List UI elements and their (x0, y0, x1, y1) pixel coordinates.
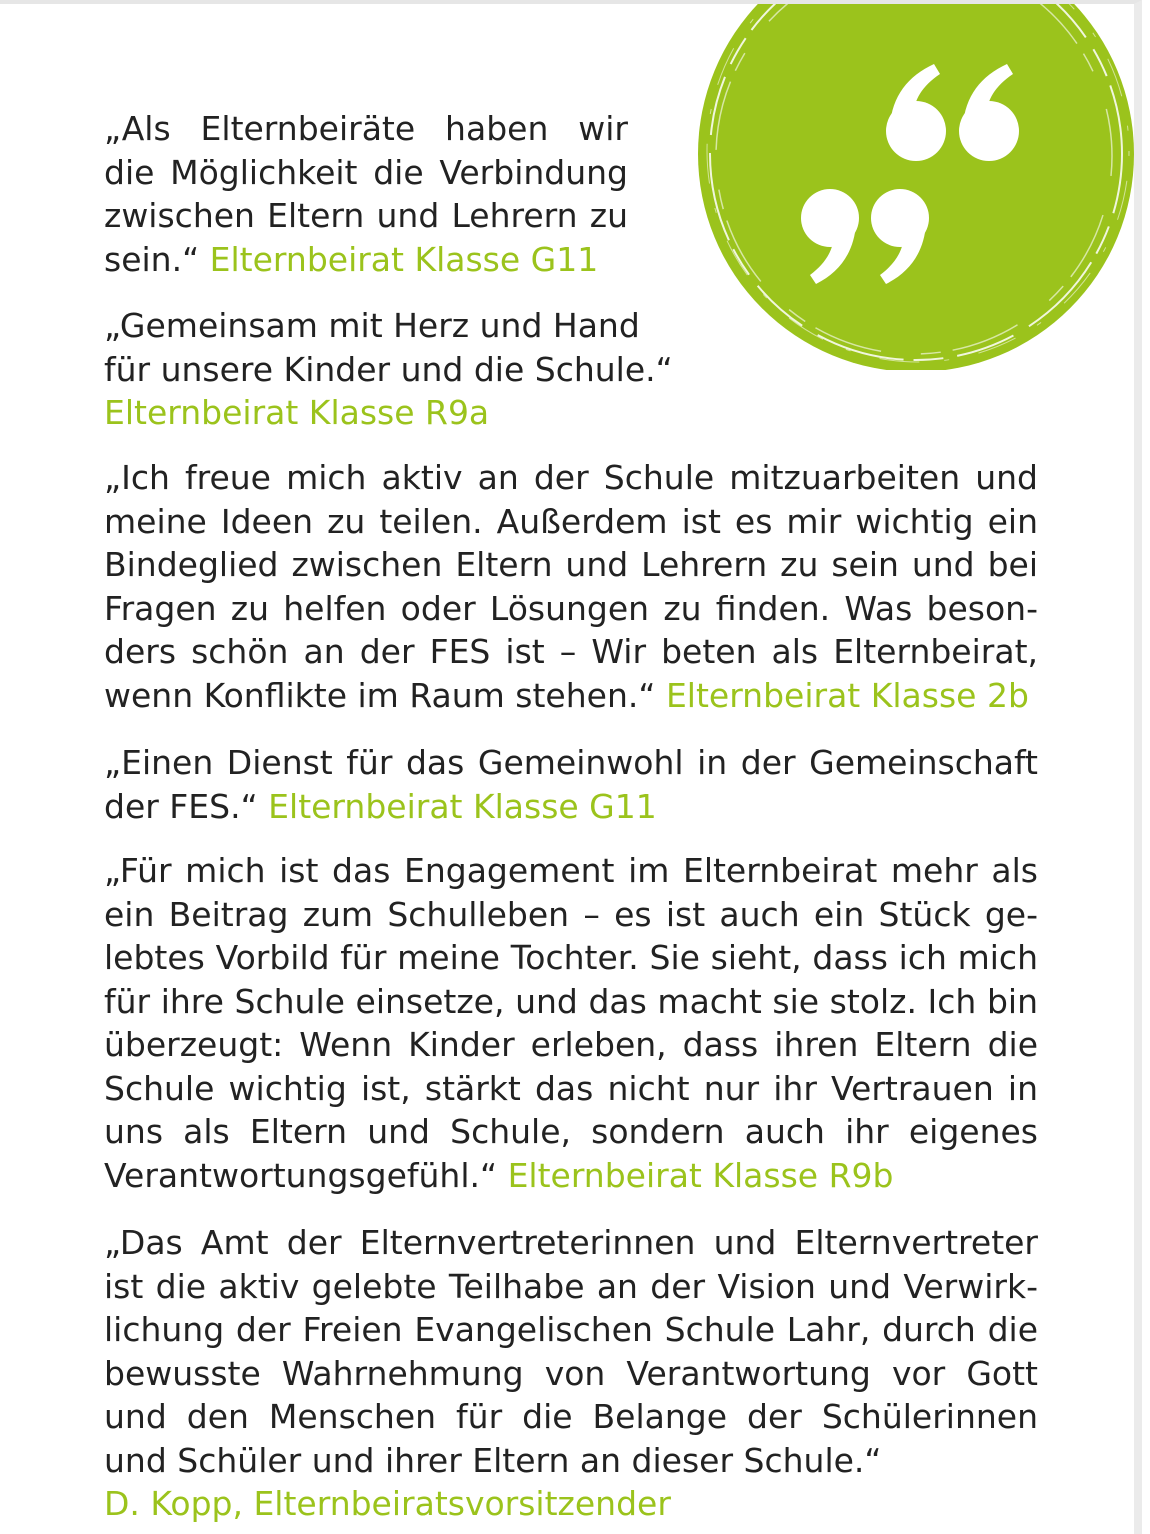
quote-line: und Schüler und ihrer Eltern an dieser Schule.“ (104, 1440, 882, 1480)
quote-line: wenn Konflikte im Raum stehen.“ (104, 675, 666, 715)
quote-attribution: Elternbeirat Klasse G11 (268, 786, 657, 826)
quote-attribution: Elternbeirat Klasse R9a (104, 393, 490, 432)
quote-block-2 (104, 304, 674, 435)
quote-line: bewusste Wahrnehmung von Verantwortung vor Gott (104, 1353, 1038, 1393)
quote-line: „Das Amt der Elternvertreterinnen und Elternvertreter (104, 1223, 1038, 1262)
quote-block-5 (104, 849, 1038, 1197)
quote-line: zwischen Eltern und Lehrern zu (104, 196, 628, 235)
quote-line: überzeugt: Wenn Kinder erleben, dass ihren Eltern die (104, 1025, 1038, 1064)
quote-block-1 (104, 107, 628, 281)
quote-line-with-attribution (104, 674, 1038, 718)
quote-line: „Ich freue mich aktiv an der Schule mitzuarbeiten und (104, 458, 1038, 497)
quote-line: Fragen zu helfen oder Lösungen zu finden. Was beson- (104, 588, 1038, 628)
quote-line: meine Ideen zu teilen. Außerdem ist es mir wichtig ein (104, 501, 1038, 541)
quote-marks-icon (694, 4, 1140, 370)
quote-line-with-attribution (104, 1154, 1038, 1198)
quote-attribution: Elternbeirat Klasse 2b (665, 675, 1029, 715)
quote-attribution: Elternbeirat Klasse G11 (209, 239, 599, 279)
quote-line: „Gemeinsam mit Herz und Hand (104, 306, 640, 345)
quote-line: der FES.“ (104, 786, 269, 826)
quote-attribution: Elternbeirat Klasse R9b (507, 1155, 894, 1195)
quote-block-3 (104, 456, 1038, 717)
quote-line: ein Beitrag zum Schulleben – es ist auch ein Stück ge- (104, 894, 1038, 934)
quote-line-with-attribution (104, 238, 628, 282)
quote-block-4 (104, 741, 1038, 828)
quote-block-6 (104, 1221, 1038, 1526)
quote-line: „Einen Dienst für das Gemeinwohl in der Gemeinschaft (104, 743, 1038, 782)
quote-line: und den Menschen für die Belange der Schülerinnen (104, 1397, 1038, 1436)
quote-line: Schule wichtig ist, stärkt das nicht nur ihr Vertrauen in (104, 1068, 1038, 1108)
quote-line: ders schön an der FES ist – Wir beten als Elternbeirat, (104, 632, 1038, 671)
quote-line: uns als Eltern und Schule, sondern auch ihr eigenes (104, 1112, 1038, 1151)
quote-line-with-attribution (104, 785, 1038, 829)
quote-line: Verantwortungsgefühl.“ (104, 1155, 508, 1195)
quote-line: Bindeglied zwischen Eltern und Lehrern zu sein und bei (104, 545, 1038, 584)
quote-line: die Möglichkeit die Verbindung (104, 152, 628, 192)
quote-line: „Als Elternbeiräte haben wir (104, 109, 628, 148)
quote-line: „Für mich ist das Engagement im Elternbeirat mehr als (104, 851, 1038, 890)
quote-line: ist die aktiv gelebte Teilhabe an der Vision und Verwirk- (104, 1266, 1038, 1306)
quote-attribution: D. Kopp, Elternbeiratsvorsitzender (104, 1484, 671, 1523)
quote-line: sein.“ (104, 239, 210, 279)
quote-line: für ihre Schule einsetze, und das macht sie stolz. Ich bin (104, 981, 1038, 1021)
quote-line: für unsere Kinder und die Schule.“ (104, 349, 673, 389)
quote-line: lebtes Vorbild für meine Tochter. Sie sieht, dass ich mich (104, 938, 1038, 977)
quote-line: lichung der Freien Evangelischen Schule Lahr, durch die (104, 1310, 1038, 1349)
